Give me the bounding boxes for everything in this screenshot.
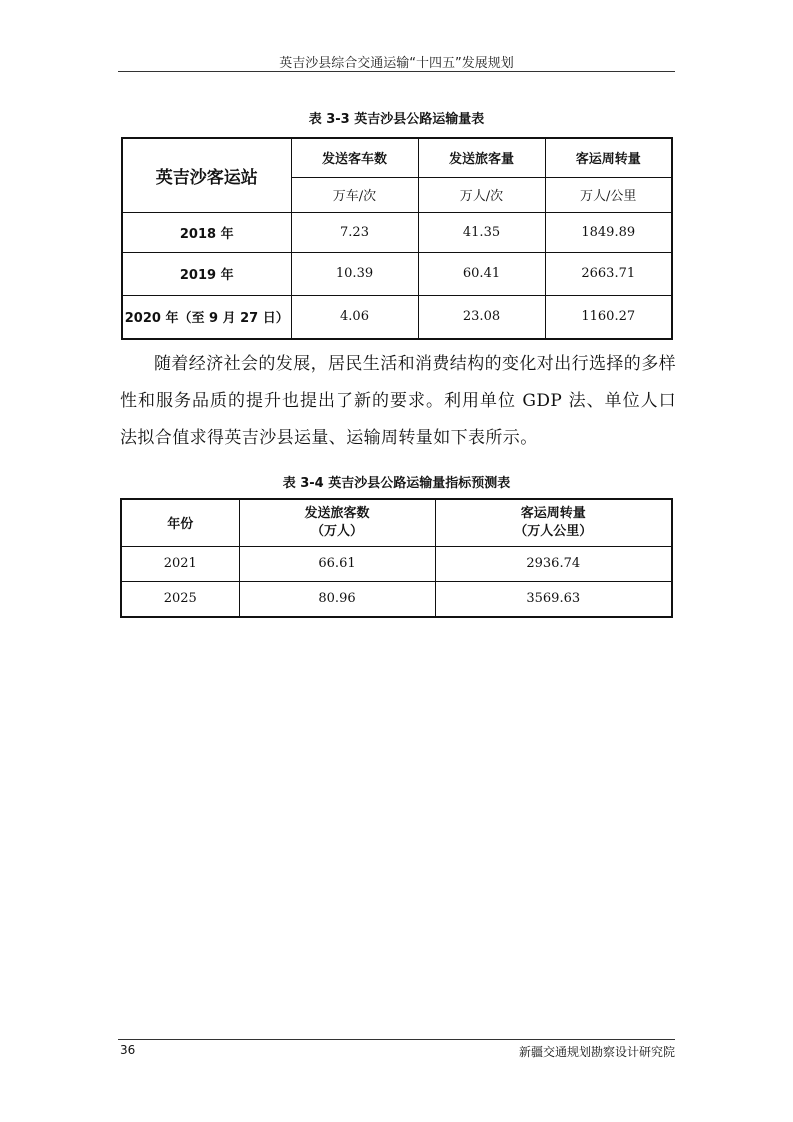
header-rule xyxy=(118,71,675,72)
column-title: 客运周转量 xyxy=(520,505,586,521)
column-unit: 万车/次 xyxy=(291,177,418,212)
table-row xyxy=(121,546,672,581)
column-header xyxy=(239,499,435,546)
footer-organization: 新疆交通规划勘察设计研究院 xyxy=(518,1045,675,1059)
column-unit: 万人/次 xyxy=(418,177,545,212)
column-header: 客运周转量 xyxy=(545,138,672,177)
column-unit: （万人） xyxy=(310,523,363,539)
table-cell: 10.39 xyxy=(291,252,418,295)
column-header: 发送旅客量 xyxy=(418,138,545,177)
table-cell: 7.23 xyxy=(291,212,418,252)
column-unit: 万人/公里 xyxy=(545,177,672,212)
table-cell: 66.61 xyxy=(239,546,435,581)
table-3-3-caption: 表 3-3 英吉沙县公路运输量表 xyxy=(308,112,485,127)
column-header: 发送客车数 xyxy=(291,138,418,177)
table-cell: 2663.71 xyxy=(545,252,672,295)
table-cell: 2936.74 xyxy=(435,546,672,581)
table-cell: 23.08 xyxy=(418,295,545,339)
table-row xyxy=(122,212,672,252)
footer-rule xyxy=(118,1039,675,1040)
column-unit: （万人公里） xyxy=(514,523,593,539)
column-title: 发送旅客数 xyxy=(304,505,370,521)
body-paragraph: 随着经济社会的发展，居民生活和消费结构的变化对出行选择的多样性和服务品质的提升也提出了新的要求。利用单位 GDP 法、单位人口法拟合值求得英吉沙县运量、运输周转量如下表所示。 xyxy=(120,354,676,448)
station-header: 英吉沙客运站 xyxy=(122,138,291,212)
table-cell: 41.35 xyxy=(418,212,545,252)
table-cell: 1849.89 xyxy=(545,212,672,252)
row-year: 2021 xyxy=(121,546,239,581)
table-3-3 xyxy=(121,137,673,340)
year-header: 年份 xyxy=(121,499,239,546)
row-year: 2018 年 xyxy=(122,212,291,252)
table-cell: 60.41 xyxy=(418,252,545,295)
table-cell: 1160.27 xyxy=(545,295,672,339)
table-cell: 80.96 xyxy=(239,581,435,617)
table-3-4-caption: 表 3-4 英吉沙县公路运输量指标预测表 xyxy=(282,476,511,491)
table-row xyxy=(122,295,672,339)
table-3-4 xyxy=(120,498,673,618)
table-cell: 3569.63 xyxy=(435,581,672,617)
row-year: 2025 xyxy=(121,581,239,617)
page-number: 36 xyxy=(120,1043,136,1057)
column-header xyxy=(435,499,672,546)
row-year: 2019 年 xyxy=(122,252,291,295)
header-title: 英吉沙县综合交通运输“十四五”发展规划 xyxy=(279,56,514,71)
row-year: 2020 年（至 9 月 27 日） xyxy=(122,295,291,339)
table-row xyxy=(122,252,672,295)
table-cell: 4.06 xyxy=(291,295,418,339)
table-row xyxy=(121,581,672,617)
